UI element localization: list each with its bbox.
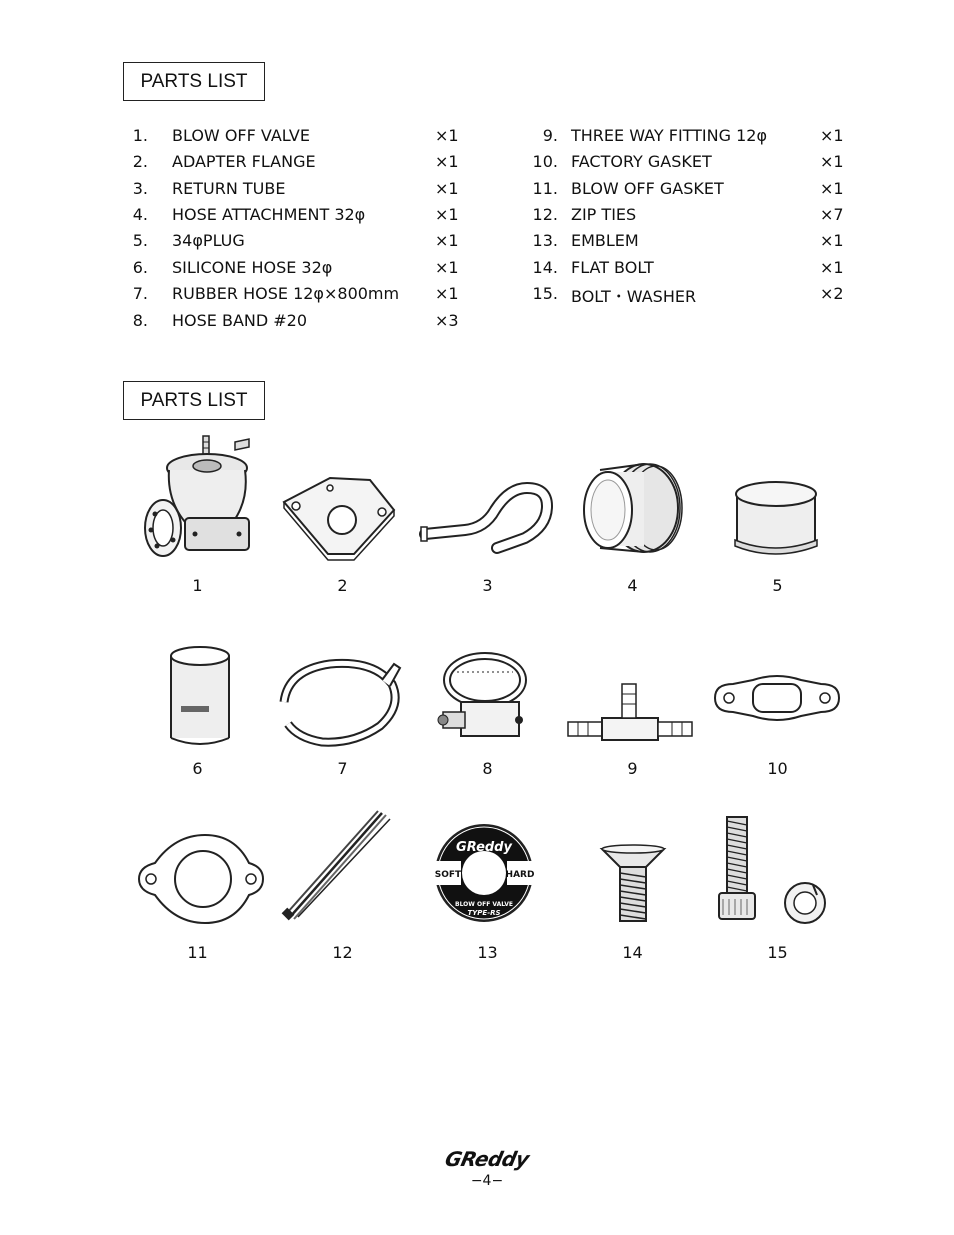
blow-off-gasket-icon: [125, 805, 270, 935]
factory-gasket-icon: [705, 640, 850, 760]
emblem-icon: [415, 805, 560, 935]
figure-bolt-washer: [705, 805, 850, 985]
figure-label: 14: [622, 943, 643, 962]
figure-hose-band: [415, 640, 560, 820]
figure-blow-off-gasket: [125, 805, 270, 985]
figure-three-way-fitting: [560, 640, 705, 820]
figure-emblem: [415, 805, 560, 985]
silicone-hose-icon: [125, 640, 270, 760]
figure-label: 9: [627, 759, 638, 778]
hose-attachment-icon: [560, 430, 705, 570]
figure-label: 15: [767, 943, 788, 962]
greddy-logo: GReddy: [442, 1147, 532, 1171]
hose-band-icon: [415, 640, 560, 760]
flat-bolt-icon: [560, 805, 705, 935]
return-tube-icon: [415, 430, 560, 570]
figure-adapter-flange: [270, 430, 415, 610]
figure-factory-gasket: [705, 640, 850, 820]
emblem-hard: HARD: [505, 870, 535, 880]
figure-blow-off-valve: [125, 430, 270, 610]
figure-label: 11: [187, 943, 208, 962]
plug-icon: [705, 430, 850, 570]
figure-silicone-hose: [125, 640, 270, 820]
emblem-soft: SOFT: [434, 870, 462, 880]
figure-label: 10: [767, 759, 788, 778]
figure-label: 3: [482, 576, 493, 595]
emblem-line1: BLOW OFF VALVE: [455, 901, 513, 908]
page-number: −4−: [470, 1173, 504, 1189]
figure-hose-attachment: [560, 430, 705, 610]
figure-return-tube: [415, 430, 560, 610]
blow-off-valve-icon: [125, 430, 270, 570]
figure-plug: [705, 430, 850, 610]
figure-label: 8: [482, 759, 493, 778]
figure-label: 6: [192, 759, 203, 778]
section-title-parts-list-figures: PARTS LIST: [123, 381, 265, 420]
emblem-line2: TYPE-RS: [467, 909, 501, 917]
section-title-parts-list: PARTS LIST: [123, 62, 265, 101]
figure-label: 5: [772, 576, 783, 595]
figure-label: 13: [477, 943, 498, 962]
figure-label: 1: [192, 576, 203, 595]
figure-flat-bolt: [560, 805, 705, 985]
zip-ties-icon: [270, 805, 415, 935]
figure-zip-ties: [270, 805, 415, 985]
figure-label: 4: [627, 576, 638, 595]
figure-label: 12: [332, 943, 353, 962]
three-way-fitting-icon: [560, 640, 705, 760]
figure-rubber-hose: [270, 640, 415, 820]
bolt-washer-icon: [705, 805, 850, 935]
figure-label: 7: [337, 759, 348, 778]
emblem-brand: GReddy: [456, 840, 512, 855]
adapter-flange-icon: [270, 430, 415, 570]
figure-label: 2: [337, 576, 348, 595]
rubber-hose-icon: [270, 640, 415, 760]
